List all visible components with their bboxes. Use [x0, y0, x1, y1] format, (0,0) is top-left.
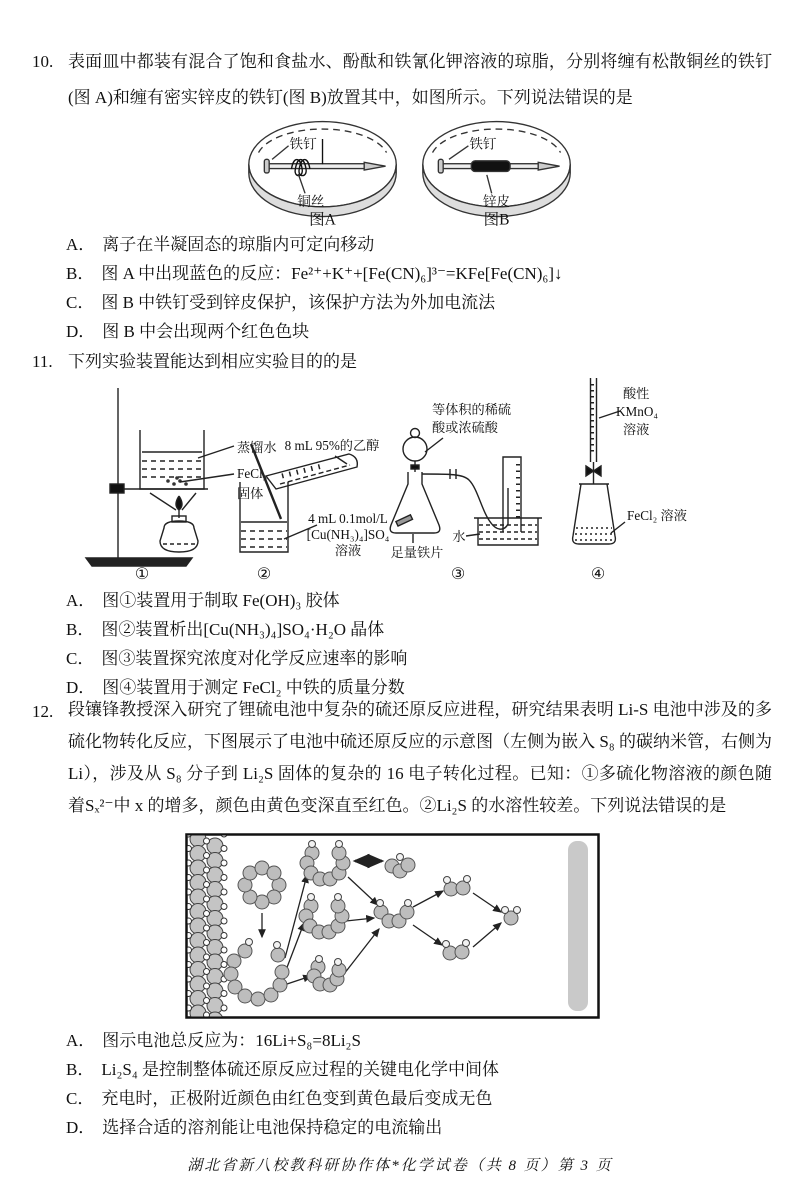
- option-label: B．: [66, 264, 95, 283]
- caption-fig-a: 图A: [309, 211, 336, 229]
- question-11-options: [32, 586, 772, 702]
- option-text: 图③装置探究浓度对化学反应速率的影响: [101, 649, 408, 668]
- label-solution-line2: [Cu(NH₃)₄]SO₄: [306, 527, 390, 542]
- option-text: 图①装置用于制取 Fe(OH)₃ 胶体: [102, 591, 340, 610]
- option-label: A．: [66, 235, 96, 254]
- label-kmno4-line1: 酸性: [623, 386, 650, 401]
- page-footer: 湖北省新八校教科研协作体*化学试卷（共 8 页）第 3 页: [187, 1158, 613, 1174]
- option-label: C．: [66, 293, 95, 312]
- apparatus-1-stand-beaker-burner: [86, 388, 234, 566]
- label-fecl3: FeCl₃: [237, 466, 268, 481]
- label-acid-line2: 酸或浓硫酸: [432, 420, 498, 435]
- option-label: D．: [66, 1118, 96, 1137]
- caption-fig-b: 图B: [483, 211, 510, 229]
- option-label: D．: [66, 678, 96, 697]
- option-label: D．: [66, 322, 96, 341]
- label-acid-line1: 等体积的稀硫: [432, 402, 512, 417]
- question-10-header: [32, 44, 772, 116]
- option-row: [66, 644, 772, 673]
- question-11-number: 11.: [32, 352, 53, 371]
- label-iron-pieces: 足量铁片: [390, 545, 444, 560]
- option-text: 图 A 中出现蓝色的反应：Fe²⁺+K⁺+[Fe(CN)₆]³⁻=KFe[Fe(CN)₆]↓: [101, 264, 563, 283]
- option-row: [66, 615, 772, 644]
- option-label: A．: [66, 1031, 96, 1050]
- apparatus-4-titration: [573, 378, 625, 544]
- caption-apparatus-1: ①: [134, 566, 150, 583]
- question-10-text: 表面皿中都装有混合了饱和食盐水、酚酞和铁氰化钾溶液的琼脂，分别将缠有松散铜丝的铁钉(图 A)和缠有密实锌皮的铁钉(图 B)放置其中，如图所示。下列说法错误的是: [68, 52, 772, 107]
- inverted-cylinder: [503, 457, 521, 532]
- question-10-options: [32, 230, 772, 346]
- label-fecl2-solution: FeCl₂ 溶液: [627, 508, 687, 523]
- label-distilled-water: 蒸馏水: [237, 440, 277, 455]
- option-row: [66, 1026, 772, 1055]
- caption-apparatus-4: ④: [590, 566, 606, 583]
- zinc-band: [471, 161, 510, 172]
- option-row: [66, 1084, 772, 1113]
- option-label: B．: [66, 1060, 95, 1079]
- question-10-figure: [243, 112, 577, 230]
- option-text: 选择合适的溶剂能让电池保持稳定的电流输出: [102, 1118, 443, 1137]
- option-row: [66, 288, 772, 317]
- label-kmno4-line2: KMnO₄: [616, 404, 658, 419]
- question-11-text: 下列实验装置能达到相应实验目的的是: [68, 352, 357, 371]
- option-row: [66, 586, 772, 615]
- caption-apparatus-2: ②: [256, 566, 272, 583]
- alcohol-lamp: [160, 521, 198, 552]
- option-label: B．: [66, 620, 95, 639]
- option-text: 图示电池总反应为：16Li+S₈=8Li₂S: [102, 1031, 361, 1050]
- label-fecl3-solid: 固体: [237, 486, 264, 501]
- flame: [176, 496, 182, 510]
- question-12-battery-diagram: [185, 833, 600, 1019]
- conical-flask: [573, 484, 616, 544]
- option-row: [66, 259, 772, 288]
- petri-dish-b-figure: [417, 112, 577, 230]
- option-text: 图④装置用于测定 FeCl₂ 中铁的质量分数: [102, 678, 405, 697]
- option-label: A．: [66, 591, 96, 610]
- delivery-tube: [422, 474, 508, 529]
- option-text: 图 B 中铁钉受到锌皮保护，该保护方法为外加电流法: [101, 293, 496, 312]
- caption-apparatus-3: ③: [450, 566, 466, 583]
- question-11-apparatus-figure: [30, 372, 770, 587]
- option-text: 图 B 中会出现两个红色色块: [102, 322, 310, 341]
- question-12-options: [32, 1026, 772, 1142]
- label-kmno4-line3: 溶液: [623, 422, 650, 437]
- question-12-text: 段镶锋教授深入研究了锂硫电池中复杂的硫还原反应进程，研究结果表明 Li-S 电池中涉及的多硫化物转化反应，下图展示了电池中硫还原反应的示意图（左侧为嵌入 S₈ 的碳纳米管，右侧为 Li），涉及从 S₈ 分子到 Li₂S 固体的复杂的 16 电子转化过程。已知：①多硫化物溶液的颜色随着Sₓ²⁻中 x 的增多，颜色由黄色变深直至红色。②Li₂S 的水溶性较差。下列说法错误的是: [68, 700, 772, 815]
- option-text: 离子在半凝固态的琼脂内可定向移动: [102, 235, 375, 254]
- option-row: [66, 317, 772, 346]
- label-water: 水: [452, 529, 466, 544]
- option-row: [66, 230, 772, 259]
- option-row: [66, 1055, 772, 1084]
- apparatus-3-gas-collection: [390, 429, 542, 546]
- question-12-number: 12.: [32, 702, 54, 721]
- lithium-electrode-bar: [568, 841, 588, 1011]
- nail-label-a: 铁钉: [289, 136, 317, 152]
- question-10-number: 10.: [32, 52, 54, 71]
- dropping-funnel: [403, 437, 427, 461]
- nail-label-b: 铁钉: [469, 136, 497, 152]
- wire-label-a: 铜丝: [297, 193, 325, 209]
- label-ethanol: 8 mL 95%的乙醇: [284, 438, 380, 453]
- graduated-cylinder: [266, 454, 357, 489]
- label-solution-line1: 4 mL 0.1mol/L: [308, 511, 388, 526]
- option-text: 图②装置析出[Cu(NH₃)₄]SO₄·H₂O 晶体: [101, 620, 385, 639]
- zinc-label-b: 锌皮: [482, 193, 511, 209]
- option-text: Li₂S₄ 是控制整体硫还原反应过程的关键电化学中间体: [101, 1060, 500, 1079]
- option-text: 充电时，正极附近颜色由红色变到黄色最后变成无色: [101, 1089, 493, 1108]
- petri-dish-a-figure: [243, 112, 403, 230]
- glass-rod: [251, 444, 281, 519]
- option-label: C．: [66, 1089, 95, 1108]
- question-12-header: [32, 694, 772, 822]
- option-label: C．: [66, 649, 95, 668]
- option-row: [66, 1113, 772, 1142]
- label-solution-line3: 溶液: [334, 543, 362, 558]
